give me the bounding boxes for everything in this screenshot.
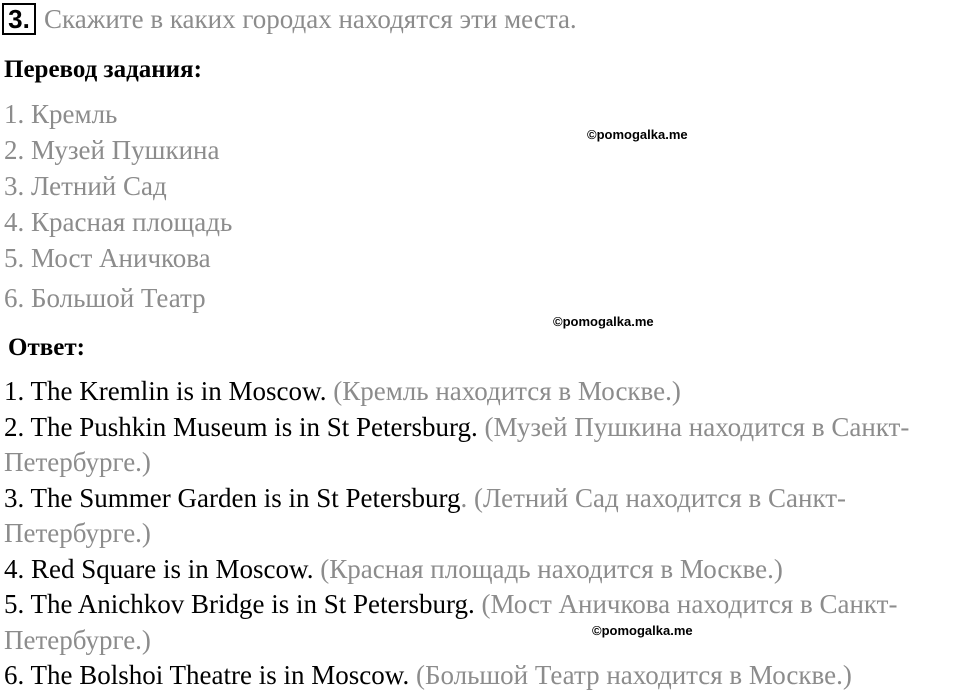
answer-item bbox=[4, 552, 959, 588]
answer-item bbox=[4, 587, 959, 658]
place-item: 3. Летний Сад bbox=[4, 171, 167, 201]
answer-list bbox=[4, 374, 959, 694]
answer-item bbox=[4, 658, 959, 694]
watermark: ©pomogalka.me bbox=[553, 314, 654, 329]
watermark: ©pomogalka.me bbox=[587, 127, 688, 142]
answer-english: 4. Red Square is in Moscow. bbox=[4, 553, 314, 584]
place-item: 6. Большой Театр bbox=[4, 283, 206, 313]
answer-russian: (Музей Пушкина находится в Санкт-Петербурге.) bbox=[4, 411, 910, 477]
answer-item bbox=[4, 374, 959, 410]
answer-item bbox=[4, 481, 959, 552]
answer-english: 5. The Anichkov Bridge is in St Petersburg. bbox=[4, 589, 475, 619]
place-item: 1. Кремль bbox=[4, 99, 118, 129]
answer-russian: (Красная площадь находится в Москве.) bbox=[320, 553, 783, 584]
answer-heading: Ответ: bbox=[8, 334, 85, 361]
place-item: 2. Музей Пушкина bbox=[4, 135, 220, 165]
translation-heading: Перевод задания: bbox=[4, 56, 202, 83]
answer-english: 1. The Kremlin is in Moscow. bbox=[4, 376, 327, 406]
answer-item bbox=[4, 410, 959, 481]
answer-english: 6. The Bolshoi Theatre is in Moscow. bbox=[4, 660, 410, 690]
answer-russian: . (Летний Сад находится в Санкт-Петербурге.) bbox=[4, 482, 847, 548]
watermark: ©pomogalka.me bbox=[592, 623, 693, 638]
place-item: 4. Красная площадь bbox=[4, 207, 233, 237]
task-number-box: 3. bbox=[2, 3, 36, 35]
places-list bbox=[4, 96, 232, 316]
answer-english: 3. The Summer Garden is in St Petersburg bbox=[4, 482, 461, 513]
answer-russian: (Большой Театр находится в Москве.) bbox=[415, 660, 852, 690]
place-item: 5. Мост Аничкова bbox=[4, 243, 211, 273]
answer-russian: (Кремль находится в Москве.) bbox=[333, 376, 681, 406]
answer-english: 2. The Pushkin Museum is in St Petersburg. bbox=[4, 411, 478, 442]
answer-russian: (Мост Аничкова находится в Санкт-Петербурге.) bbox=[4, 589, 898, 655]
task-header bbox=[2, 2, 577, 36]
task-instruction: Скажите в каких городах находятся эти места. bbox=[44, 3, 577, 34]
